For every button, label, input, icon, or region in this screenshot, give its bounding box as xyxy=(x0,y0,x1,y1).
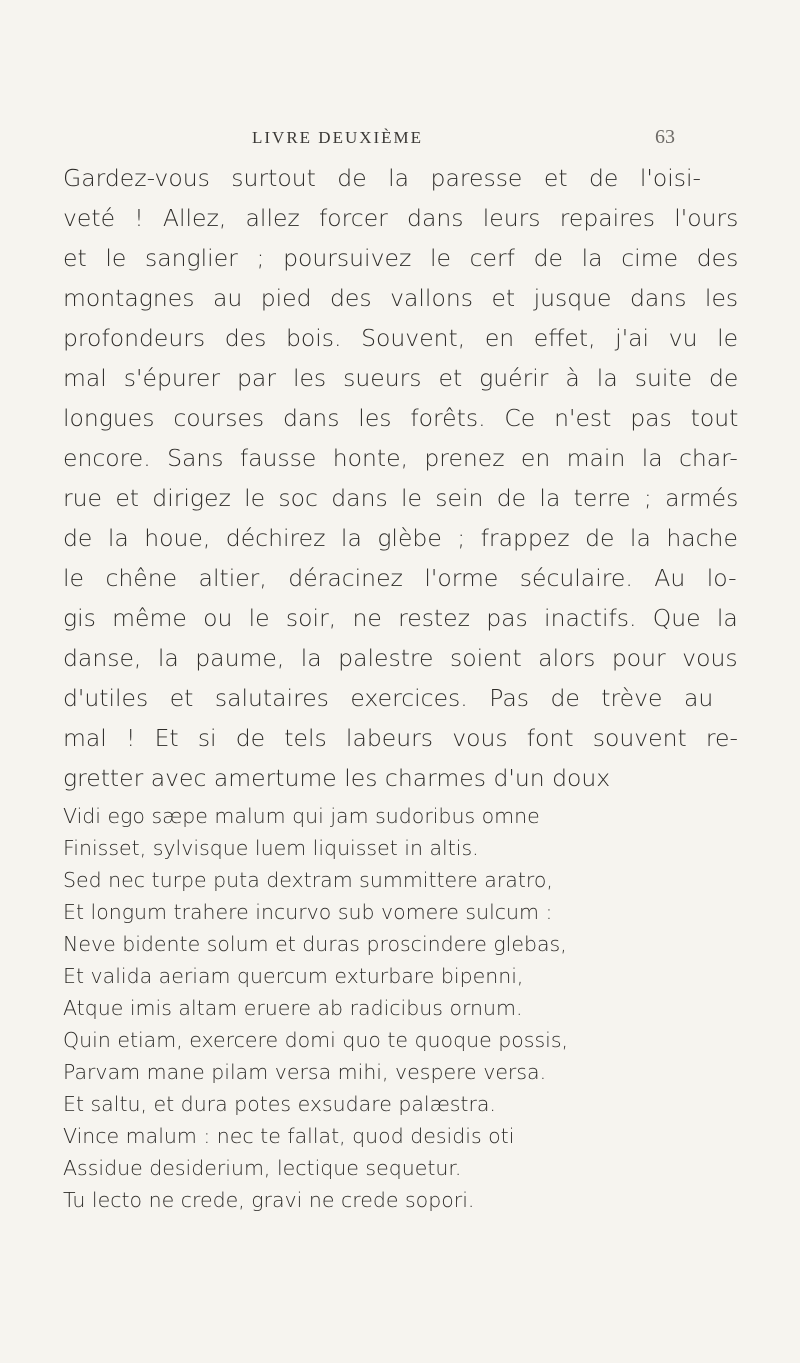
prose-line: longues courses dans les forêts. Ce n'est pas tout xyxy=(63,404,739,432)
verse-line: Parvam mane pilam versa mihi, vespere versa. xyxy=(63,1060,547,1084)
prose-line: veté ! Allez, allez forcer dans leurs repaires l'ours xyxy=(63,204,739,232)
verse-line: Vince malum : nec te fallat, quod desidis oti xyxy=(63,1124,515,1148)
verse-line: Atque imis altam eruere ab radicibus ornum. xyxy=(63,996,523,1020)
prose-line: et le sanglier ; poursuivez le cerf de la cime des xyxy=(63,244,739,272)
prose-line: gis même ou le soir, ne restez pas inactifs. Que la xyxy=(63,604,738,632)
prose-line: danse, la paume, la palestre soient alors pour vous xyxy=(63,644,738,672)
prose-line: le chêne altier, déracinez l'orme séculaire. Au lo- xyxy=(63,564,737,592)
prose-line: montagnes au pied des vallons et jusque dans les xyxy=(63,284,739,312)
verse-line: Et saltu, et dura potes exsudare palæstra. xyxy=(63,1092,496,1116)
prose-line: d'utiles et salutaires exercices. Pas de trève au xyxy=(63,684,714,712)
verse-line: Tu lecto ne crede, gravi ne crede sopori. xyxy=(63,1188,475,1212)
verse-line: Et longum trahere incurvo sub vomere sulcum : xyxy=(63,900,553,924)
verse-line: Quin etiam, exercere domi quo te quoque possis, xyxy=(63,1028,569,1052)
page-number: 63 xyxy=(655,126,675,148)
prose-line: encore. Sans fausse honte, prenez en main la char- xyxy=(63,444,738,472)
verse-line: Et valida aeriam quercum exturbare bipenni, xyxy=(63,964,524,988)
prose-line: Gardez-vous surtout de la paresse et de l'oisi- xyxy=(63,164,701,192)
prose-line: mal s'épurer par les sueurs et guérir à la suite de xyxy=(63,364,739,392)
prose-line: gretter avec amertume les charmes d'un doux xyxy=(63,764,611,792)
prose-line: rue et dirigez le soc dans le sein de la terre ; armés xyxy=(63,484,739,512)
prose-line: profondeurs des bois. Souvent, en effet, j'ai vu le xyxy=(63,324,739,352)
prose-line: mal ! Et si de tels labeurs vous font souvent re- xyxy=(63,724,738,752)
running-title: LIVRE DEUXIÈME xyxy=(252,128,424,147)
verse-line: Neve bidente solum et duras proscindere glebas, xyxy=(63,932,567,956)
verse-line: Finisset, sylvisque luem liquisset in altis. xyxy=(63,836,479,860)
verse-line: Sed nec turpe puta dextram summittere aratro, xyxy=(63,868,553,892)
prose-line: de la houe, déchirez la glèbe ; frappez de la hache xyxy=(63,524,738,552)
verse-line: Vidi ego sæpe malum qui jam sudoribus omne xyxy=(63,804,540,828)
running-head xyxy=(0,128,800,152)
verse-line: Assidue desiderium, lectique sequetur. xyxy=(63,1156,462,1180)
